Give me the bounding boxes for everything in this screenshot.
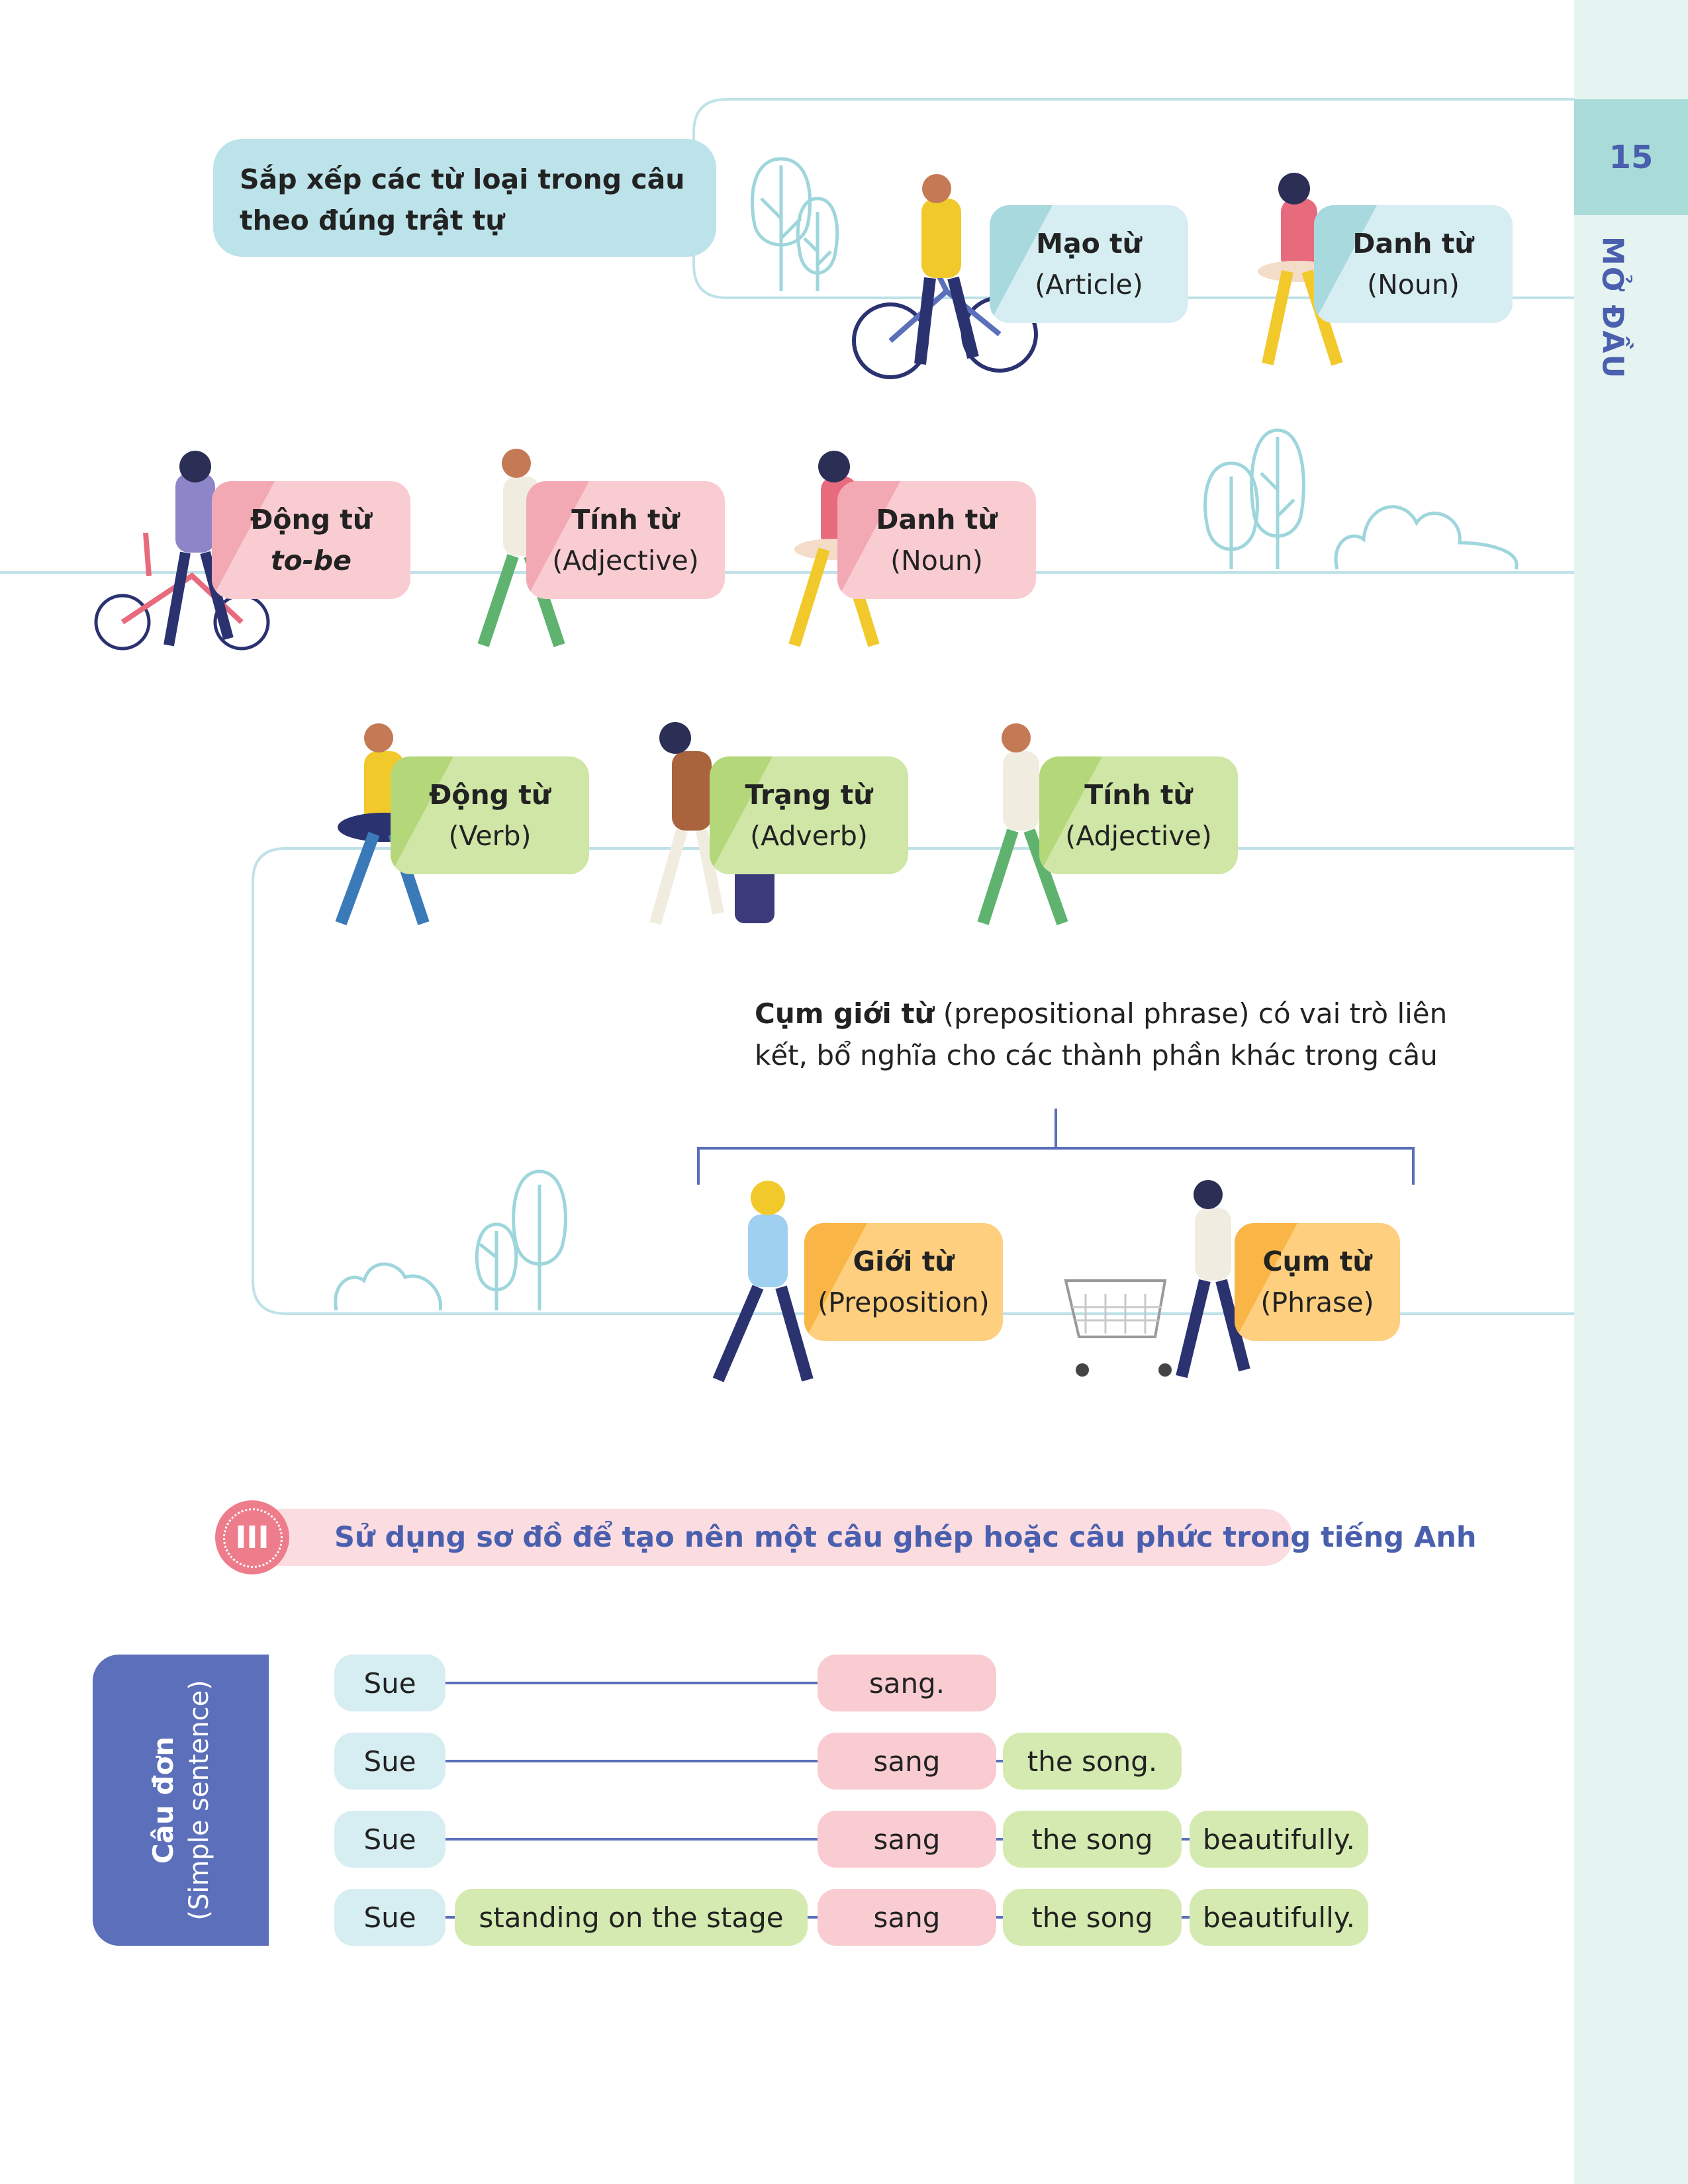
card-title: Danh từ <box>1352 228 1474 259</box>
card-subtitle: (Preposition) <box>818 1287 990 1318</box>
card-subtitle: (Noun) <box>1367 269 1460 300</box>
card-subtitle: (Phrase) <box>1260 1287 1374 1318</box>
card-adverb <box>710 756 908 874</box>
card-adjective-1 <box>526 481 725 599</box>
prepositional-phrase-description <box>755 993 1448 1076</box>
simple-sentence-title: Câu đơn <box>147 1736 179 1864</box>
chapter-label: MỞ ĐẦU <box>1595 236 1630 380</box>
sentence-3-object: the song <box>1003 1811 1182 1868</box>
card-adjective-2 <box>1039 756 1238 874</box>
intro-box <box>213 139 716 257</box>
sentence-4-adverb: beautifully. <box>1190 1889 1368 1946</box>
card-phrase <box>1235 1223 1400 1341</box>
card-noun-2 <box>837 481 1036 599</box>
sentence-2-subject: Sue <box>334 1733 445 1790</box>
simple-sentence-label <box>93 1655 269 1946</box>
card-subtitle: (Adverb) <box>750 820 868 852</box>
sentence-4-subject: Sue <box>334 1889 445 1946</box>
card-noun-1 <box>1314 205 1513 323</box>
desc-line-2: kết, bổ nghĩa cho các thành phần khác trong câu <box>755 1039 1438 1071</box>
card-article <box>990 205 1188 323</box>
roman-numeral-icon <box>215 1500 289 1574</box>
simple-sentence-subtitle: (Simple sentence) <box>184 1680 214 1921</box>
sentence-connectors <box>445 1683 1190 1917</box>
card-title: Giới từ <box>853 1246 955 1277</box>
card-preposition <box>804 1223 1003 1341</box>
section-number: III <box>235 1520 269 1555</box>
card-subtitle: (Adjective) <box>552 545 699 576</box>
card-title: Cụm từ <box>1262 1246 1372 1277</box>
card-subtitle: (Noun) <box>890 545 983 576</box>
card-title: Động từ <box>428 779 551 811</box>
sentence-4-object: the song <box>1003 1889 1182 1946</box>
intro-line-2: theo đúng trật tự <box>240 205 505 236</box>
desc-bold-term: Cụm giới từ <box>755 997 935 1030</box>
bracket-connector <box>698 1109 1413 1185</box>
card-title: Tính từ <box>1084 779 1193 811</box>
card-subtitle: (Adjective) <box>1065 820 1212 852</box>
card-title: Động từ <box>250 504 373 535</box>
intro-line-1: Sắp xếp các từ loại trong câu <box>240 163 685 195</box>
card-subtitle: (Verb) <box>448 820 532 852</box>
sentence-2-object: the song. <box>1003 1733 1182 1790</box>
desc-line-1-rest: (prepositional phrase) có vai trò liên <box>934 997 1448 1030</box>
section-title: Sử dụng sơ đồ để tạo nên một câu ghép hoặc câu phức trong tiếng Anh <box>334 1521 1477 1554</box>
card-title: Trạng từ <box>745 779 873 811</box>
card-verb <box>391 756 589 874</box>
card-subtitle: to-be <box>271 545 352 576</box>
sentence-4-participle-phrase: standing on the stage <box>455 1889 808 1946</box>
card-verb-tobe <box>212 481 410 599</box>
sentence-3-subject: Sue <box>334 1811 445 1868</box>
sentence-2-verb: sang <box>818 1733 996 1790</box>
card-title: Danh từ <box>876 504 998 535</box>
sentence-1-subject: Sue <box>334 1655 445 1711</box>
card-title: Tính từ <box>571 504 680 535</box>
card-title: Mạo từ <box>1036 228 1142 259</box>
sentence-1-verb: sang. <box>818 1655 996 1711</box>
page-number: 15 <box>1609 138 1654 176</box>
sentence-3-adverb: beautifully. <box>1190 1811 1368 1868</box>
sentence-3-verb: sang <box>818 1811 996 1868</box>
card-subtitle: (Article) <box>1035 269 1143 300</box>
sentence-4-verb: sang <box>818 1889 996 1946</box>
